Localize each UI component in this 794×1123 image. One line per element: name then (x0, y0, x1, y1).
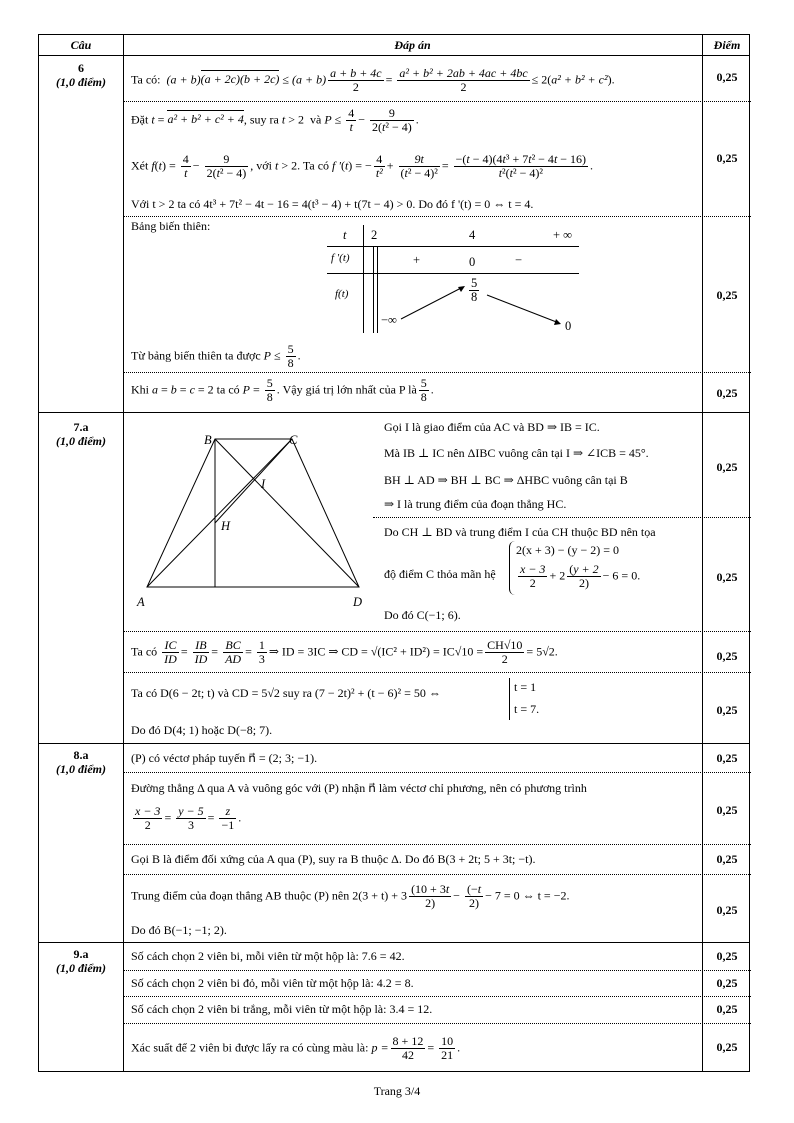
bbt-right-value: 0 (565, 319, 572, 333)
q7-p9: Ta có D(6 − 2t; t) và CD = 5√2 suy ra (7 − 2t)² + (t − 6)² = 50 ⇔ (131, 686, 441, 700)
q7-p3: BH ⊥ AD ⇒ BH ⊥ BC ⇒ ΔHBC vuông cân tại B (384, 473, 628, 487)
bbt-sign: 0 (469, 255, 476, 269)
point-A-label: A (137, 595, 145, 609)
score: 0,25 (716, 949, 738, 963)
score: 0,25 (716, 288, 738, 302)
bbt-max: $\frac{5}{8}$ (471, 276, 478, 304)
bbt-t-label: t (343, 228, 347, 242)
score: 0,25 (716, 1040, 738, 1054)
q7-system (509, 541, 680, 595)
question-8a-label: 8.a (1,0 điểm) (56, 748, 106, 776)
q7-system-eq1: 2(x + 3) − (y − 2) = 0 (516, 543, 620, 557)
row-divider (123, 1023, 751, 1024)
q7-p7: Do đó C(−1; 6). (384, 608, 461, 622)
q7-p2: Mà IB ⊥ IC nên ΔIBC vuông cân tại I ⇒ ∠ICB = 45°. (384, 446, 649, 460)
score: 0,25 (716, 852, 738, 866)
q6-line-2: Đặt t = a² + b² + c² + 4, suy ra t > 2 và P ≤ $\frac{4}{t}$ − $\frac{9}{\text{2(t² − 4)}}$ . (131, 106, 419, 134)
q8-l1: (P) có véctơ pháp tuyến n⃗ = (2; 3; −1). (131, 751, 318, 765)
trapezoid-figure (127, 419, 377, 609)
score: 0,25 (716, 649, 738, 663)
point-B-label: B (204, 433, 212, 447)
page-footer: Trang 3/4 (373, 1084, 421, 1098)
col-divider (123, 35, 124, 1071)
answer-table (38, 34, 750, 1072)
bbt-t-val: 4 (469, 228, 476, 242)
row-divider (123, 970, 751, 971)
variation-table (327, 225, 587, 335)
score: 0,25 (716, 903, 738, 917)
score: 0,25 (716, 70, 738, 84)
bbt-t-val: + ∞ (553, 228, 573, 242)
point-H-label: H (221, 519, 231, 533)
q7-system-eq2: $\frac{x - 3}{2}$ + 2 $\frac{(y + 2}{2)}$ − 6 = 0. (520, 562, 641, 590)
row-divider (39, 55, 749, 56)
row-divider (123, 372, 751, 373)
row-divider (123, 996, 751, 997)
q6-bbt-label: Bảng biến thiên: (131, 219, 211, 233)
score: 0,25 (716, 1002, 738, 1016)
q9-l1: Số cách chọn 2 viên bi, mỗi viên từ một hộp là: 7.6 = 42. (131, 949, 405, 963)
score: 0,25 (716, 703, 738, 717)
q7-p6: độ điểm C thỏa mãn hệ (384, 567, 496, 581)
q9-l2: Số cách chọn 2 viên bi đỏ, mỗi viên từ một hộp là: 4.2 = 8. (131, 976, 414, 990)
row-divider (123, 672, 751, 673)
bbt-fprime-label: f '(t) (331, 252, 350, 264)
question-9a-label: 9.a (1,0 điểm) (56, 947, 106, 975)
point-C-label: C (289, 433, 298, 447)
score: 0,25 (716, 151, 738, 165)
header-dap-an: Đáp án (394, 38, 431, 52)
bbt-sign: − (515, 253, 523, 267)
point-I-label: I (261, 477, 266, 491)
q7-t-value: t = 1 (514, 680, 537, 694)
row-divider (123, 772, 751, 773)
q8-l2: Đường thẳng Δ qua A và vuông góc với (P) nhận n⃗ làm véctơ chỉ phương, nên có phương trình (131, 781, 587, 795)
score: 0,25 (716, 386, 738, 400)
bbt-sign: + (413, 253, 421, 267)
q8-l5: Trung điểm của đoạn thẳng AB thuộc (P) nên 2(3 + t) + 3 $\frac{(10 + 3t}{2)}$ − $\frac{(-t}{2)}$ − 7 = 0 ⇔ t = −2. (131, 882, 570, 910)
row-divider (39, 412, 749, 413)
score: 0,25 (716, 570, 738, 584)
row-divider (123, 216, 751, 217)
q7-p1: Gọi I là giao điểm của AC và BD ⇒ IB = IC. (384, 420, 600, 434)
header-cau: Câu (70, 38, 92, 52)
row-divider (123, 874, 751, 875)
point-D-label: D (353, 595, 363, 609)
q8-l6: Do đó B(−1; −1; 2). (131, 923, 227, 937)
q7-p8: Ta có $\frac{IC}{ID}$ = $\frac{IB}{ID}$ = $\frac{BC}{AD}$ = $\frac{1}{3}$ ⇒ ID = 3IC ⇒ CD = √(IC² + ID²) = IC√10 = $\frac{CH√10}{2}$ = 5√2. (131, 638, 558, 666)
q6-final: Khi a = b = c = 2 ta có P = $\frac{5}{8}$ . Vậy giá trị lớn nhất của P là $\frac{5}{8}$ . (131, 376, 434, 404)
q6-conclude: Từ bảng biến thiên ta được P ≤ $\frac{5}{8}$ . (131, 342, 301, 370)
q8-l4: Gọi B là điểm đối xứng của A qua (P), suy ra B thuộc Δ. Do đó B(3 + 2t; 5 + 3t; −t). (131, 852, 536, 866)
q7-p5: Do CH ⊥ BD và trung điểm I của CH thuộc BD nên tọa (384, 525, 656, 539)
row-divider (39, 743, 749, 744)
score: 0,25 (716, 751, 738, 765)
bbt-arrows (327, 225, 587, 335)
q9-l4: Xác suất để 2 viên bi được lấy ra có cùng màu là: p = $\frac{8 + 12}{42}$ = $\frac{10}{21}$ . (131, 1034, 461, 1062)
q7-p10: Do đó D(4; 1) hoặc D(−8; 7). (131, 723, 273, 737)
row-divider (373, 517, 751, 518)
question-6-label: 6 (1,0 điểm) (56, 61, 106, 89)
q7-p4: ⇒ I là trung điểm của đoạn thẳng HC. (384, 497, 567, 511)
bbt-left-value: −∞ (381, 313, 397, 327)
bbt-f-label: f(t) (335, 288, 349, 300)
q6-line-1: Ta có: (a + b)(a + 2c)(b + 2c) ≤ (a + b) $\frac{a + b + 4c}{2}$ = $\frac{\text{a² + b² + 2ab + 4ac + 4bc}}{2}$ ≤ 2(a² + b² + c²). (131, 66, 615, 94)
score: 0,25 (716, 460, 738, 474)
score: 0,25 (716, 803, 738, 817)
row-divider (39, 942, 749, 943)
question-7a-label: 7.a (1,0 điểm) (56, 420, 106, 448)
q7-t-value: t = 7. (514, 702, 540, 716)
row-divider (123, 844, 751, 845)
bbt-t-val: 2 (371, 228, 378, 242)
row-divider (123, 631, 751, 632)
q7-t-system (509, 678, 550, 720)
q8-l3: $\frac{x - 3}{2}$ = $\frac{y - 5}{3}$ = $\frac{z}{-1}$ . (135, 804, 242, 832)
row-divider (123, 101, 751, 102)
header-diem: Điểm (713, 38, 741, 52)
q6-line-3: Xét f(t) = $\frac{4}{t}$ − $\frac{9}{\text{2(t² − 4)}}$ , với t > 2. Ta có f '(t) = − $\frac{4}{\text{t²}}$ + $\frac{9t}{\text{(t² − 4)²}}$ = $\frac{\text{−(t − 4)(4t³ + 7t² − 4t − 16)}}{\text{t²(t² − 4)²}}$ . (131, 152, 594, 180)
score: 0,25 (716, 976, 738, 990)
q6-line-4: Với t > 2 ta có 4t³ + 7t² − 4t − 16 = 4(t³ − 4) + t(7t − 4) > 0. Do đó f '(t) = 0 ⇔ t = 4. (131, 197, 534, 211)
q9-l3: Số cách chọn 2 viên bi trắng, mỗi viên từ một hộp là: 3.4 = 12. (131, 1002, 433, 1016)
